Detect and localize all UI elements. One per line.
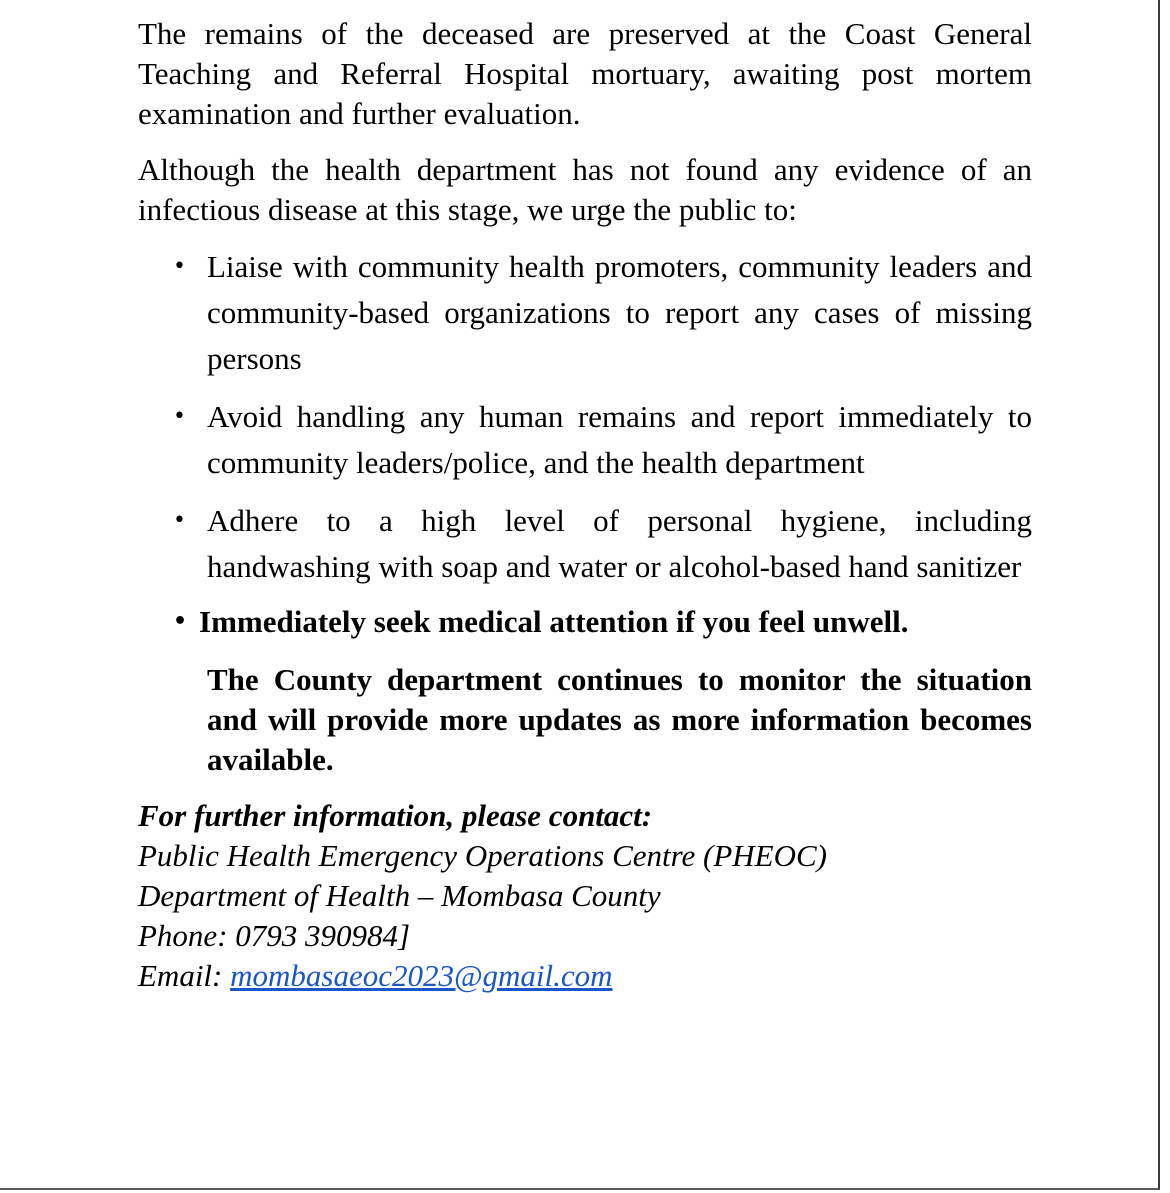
- list-item-text: Liaise with community health promoters, community leaders and community-based organizations to report any cases of missing persons: [207, 249, 1032, 376]
- contact-department: Department of Health – Mombasa County: [138, 878, 661, 913]
- list-item-text: Immediately seek medical attention if you feel unwell.: [199, 604, 909, 639]
- list-item-text: Adhere to a high level of personal hygiene, including handwashing with soap and water or alcohol-based hand sanitizer: [207, 503, 1032, 584]
- closing-statement: The County department continues to monitor the situation and will provide more updates as more information becomes available.: [207, 662, 1032, 777]
- advice-list: [138, 244, 1032, 642]
- contact-email-row: [138, 956, 1032, 996]
- contact-organization: Public Health Emergency Operations Centre (PHEOC): [138, 838, 828, 873]
- bullet-icon: •: [173, 609, 188, 634]
- list-item: [138, 602, 1032, 642]
- contact-email-label: Email:: [138, 958, 231, 993]
- email-link[interactable]: mombasaeoc2023@gmail.com: [230, 958, 613, 993]
- bullet-icon: •: [173, 404, 186, 429]
- contact-heading: For further information, please contact:: [138, 798, 653, 833]
- document-body: [138, 14, 1032, 996]
- paragraph-remains: The remains of the deceased are preserved at the Coast General Teaching and Referral Hospital mortuary, awaiting post mortem examination and further evaluation.: [138, 16, 1032, 131]
- list-item: [138, 498, 1032, 590]
- bullet-icon: •: [173, 508, 186, 533]
- list-item: [138, 394, 1032, 486]
- list-item: [138, 244, 1032, 382]
- paragraph-public-advice: Although the health department has not found any evidence of an infectious disease at this stage, we urge the public to:: [138, 152, 1032, 227]
- contact-phone: Phone: 0793 390984]: [138, 918, 411, 953]
- bullet-icon: •: [173, 254, 186, 279]
- contact-block: [138, 796, 1032, 996]
- list-item-text: Avoid handling any human remains and report immediately to community leaders/police, and the health department: [207, 399, 1032, 480]
